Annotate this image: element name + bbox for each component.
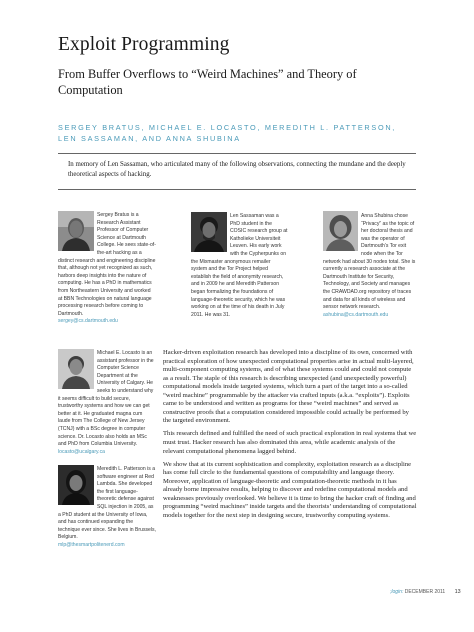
email-link[interactable]: locasto@ucalgary.ca — [58, 448, 105, 455]
bio-patterson — [58, 466, 156, 550]
article-subtitle: From Buffer Overflows to “Weird Machines” and Theory of Computation — [58, 67, 357, 97]
bio-locasto — [58, 350, 156, 456]
email-link[interactable]: sergey@cs.dartmouth.edu — [58, 318, 118, 325]
issue-date: DECEMBER 2011 — [404, 589, 446, 595]
bio-text: Michael E. Locasto is an assistant professor in the Computer Science Department at the University of Calgary. He seeks to understand why it seems difficult to build secure, trustworthy systems and how we can get better at it. He graduated magna cum laude from The College of New Jersey (TCNJ) with a BSc degree in computer science. Dr. Locasto also holds an MSc and PhD from Columbia University. — [58, 350, 154, 448]
bio-text: Anna Shubina chose “Privacy” as the topic of her doctoral thesis and was the operator of Dartmouth’s Tor exit node when the Tor network had about 30 nodes total. She is currently a research associate at the Dartmouth Institute for Security, Technology, and Society and manages the CRAWDAD.org repository of traces and data for all kinds of wireless and sensor network research. — [323, 213, 416, 311]
bio-text: Len Sassaman was a PhD student in the COSIC research group at Katholieke Universiteit Leuven. His early work with the Cypherpunks on the Mixmaster anonymous remailer system and the Tor Project helped establish the field of anonymity research, and in 2009 he and Meredith Patterson began formalizing the foundations of language-theoretic security, which he was working on at the time of his death in July 2011. He was 31. — [191, 213, 288, 318]
article-title: Exploit Programming — [58, 34, 230, 55]
bio-sassaman — [191, 213, 288, 319]
divider-bottom — [58, 189, 416, 190]
body-paragraph: We show that at its current sophistication and complexity, exploitation research as a discipline has come full circle to the fundamental questions of computability and language theory. Moreover, application of language-theoretic and computation-theoretic methods in it has already borne impressive results, helping to discover and redefine computational models and weaknesses previously overlooked. We believe it is time to bring the hacker craft of finding and programming “weird machines” inside targets and the theorists’ understanding of computational models together for the next step in designing secure, trustworthy computing systems. — [163, 460, 417, 519]
page-footer — [390, 589, 461, 595]
article-body — [163, 349, 417, 525]
email-link[interactable]: ashubina@cs.dartmouth.edu — [323, 311, 389, 318]
bio-text: Meredith L. Patterson is a software engineer at Red Lambda. She developed the first language-theoretic defense against SQL injection in 2005, as a PhD student at the University of Iowa, and has continued expanding the technique ever since. She lives in Brussels, Belgium. — [58, 466, 156, 541]
body-paragraph: This research defined and fulfilled the need of such practical exploration in real systems that we must trust. Hacker research has also dominated this area, while academic analysis of the relevant computational phenomena lagged behind. — [163, 430, 417, 455]
body-paragraph: Hacker-driven exploitation research has developed into a discipline of its own, concerned with practical exploration of how unexpected computational properties arise in actual multi-layered, multi-component computing systems, and of what these systems could and could not compute as a result. The staple of this research is describing unexpected (and unexpectedly powerful) computational models inside targeted systems, which turn a part of the target into a so-called “weird machine” programmable by the attacker via crafted inputs (a.k.a. “exploits”). Exploits came to be understood and written as programs for these “weird machines” and served as constructive proofs that a computation considered impossible could actually be performed by the targeted environment. — [163, 349, 414, 425]
in-memoriam-note: In memory of Len Sassaman, who articulated many of the following observations, connecting the mundane and the deeply theoretical aspects of hacking. — [68, 161, 406, 178]
bio-text: Sergey Bratus is a Research Assistant Professor of Computer Science at Dartmouth College. He sees state-of-the-art hacking as a distinct research and engineering discipline that, although not yet recognized as such, harbors deep insights into the nature of computing. He has a PhD in mathematics from Northeastern University and worked at BBN Technologies on natural language processing research before coming to Dartmouth. — [58, 212, 156, 317]
author-list: SERGEY BRATUS, MICHAEL E. LOCASTO, MEREDITH L. PATTERSON, LEN SASSAMAN, AND ANNA SHUBINA — [58, 123, 397, 143]
bio-shubina — [323, 213, 418, 319]
magazine-name: ;login: — [390, 589, 404, 595]
bio-bratus — [58, 212, 156, 326]
email-link[interactable]: mlp@thesmartpolitenerd.com — [58, 541, 125, 548]
divider-top — [58, 153, 416, 154]
page-number: 13 — [454, 589, 461, 595]
